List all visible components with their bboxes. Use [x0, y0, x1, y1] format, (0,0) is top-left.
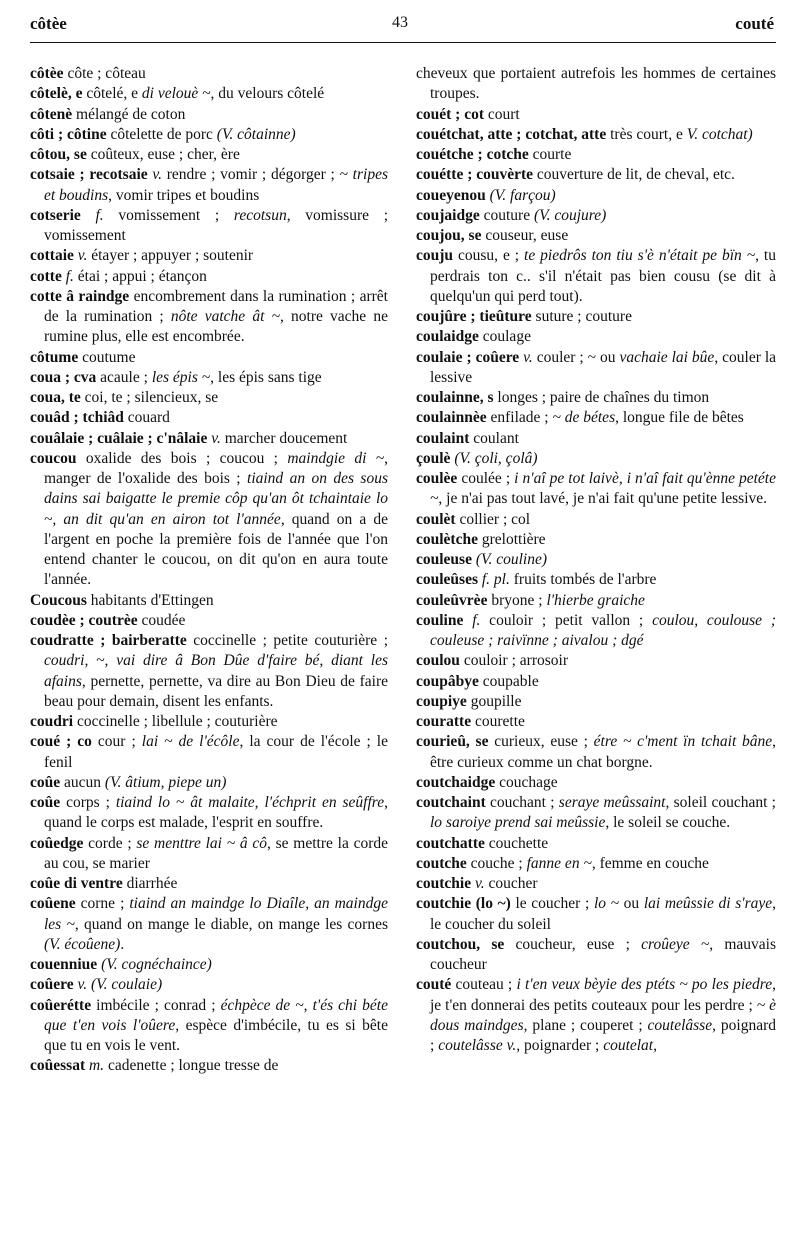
entry-headword: couleuse	[416, 551, 472, 568]
entry-italic: (V. côtainne)	[216, 125, 296, 143]
entry-headword: coulaint	[416, 429, 470, 447]
entry-italic: v.	[474, 875, 485, 892]
dictionary-entry	[416, 429, 776, 449]
entry-text: étayer ; appuyer ; soutenir	[87, 247, 254, 265]
entry-headword: coûerétte	[30, 996, 92, 1014]
entry-headword: coulainne, s	[416, 389, 494, 406]
dictionary-entry	[416, 611, 776, 652]
entry-headword: coutchie	[416, 875, 472, 892]
entry-text: goupille	[466, 692, 522, 710]
entry-italic: f.	[472, 611, 481, 629]
entry-text	[81, 207, 96, 224]
entry-text: , vomir tripes et boudins	[108, 186, 260, 204]
dictionary-entry	[416, 348, 776, 389]
entry-italic: te piedrôs ton tiu s'è n'était pe bïn ~	[524, 247, 756, 265]
entry-headword: couétchat, atte ; cotchat, atte	[416, 125, 607, 143]
entry-italic: (V. çoli, çolâ)	[454, 449, 538, 467]
dictionary-entry	[30, 894, 388, 955]
entry-text: encombrement dans la rumination ; arrêt de la rumination ;	[44, 287, 388, 325]
entry-text: coûteux, euse ; cher, ère	[86, 146, 240, 163]
entry-text: , quand on mange le diable, on mange les cornes	[74, 915, 388, 933]
entry-text: imbécile ; conrad ;	[91, 996, 221, 1014]
dictionary-entry	[416, 408, 776, 428]
entry-headword: courieû, se	[416, 733, 489, 751]
entry-text: suture ; couture	[531, 308, 632, 325]
entry-italic: m.	[88, 1057, 105, 1075]
dictionary-entry	[416, 854, 776, 874]
entry-italic: vachaie lai bûe	[619, 348, 715, 366]
entry-text: court	[484, 105, 520, 123]
dictionary-entry	[416, 105, 776, 125]
entry-text: marcher doucement	[220, 429, 348, 447]
entry-italic: (V. cognéchaince)	[101, 956, 212, 973]
dictionary-entry	[416, 550, 776, 570]
dictionary-entry	[416, 874, 776, 894]
dictionary-entry	[416, 186, 776, 206]
entry-text: couchage	[495, 773, 558, 791]
entry-text: , la cour de l'école ; le fenil	[44, 733, 388, 771]
entry-text: , plane ; couperet ;	[523, 1016, 648, 1034]
dictionary-entry	[416, 793, 776, 834]
dictionary-entry	[416, 246, 776, 307]
entry-text: , femme en couche	[591, 854, 709, 872]
entry-text: couloir ; petit vallon ;	[480, 611, 653, 629]
entry-headword: coûe di ventre	[30, 875, 123, 892]
entry-italic: maindgie di ~	[287, 449, 385, 467]
entry-italic: v.	[211, 429, 221, 447]
entry-headword: coujou, se	[416, 227, 482, 244]
dictionary-entry	[30, 368, 388, 388]
dictionary-entry	[416, 591, 776, 611]
entry-text: très court, e	[606, 125, 687, 143]
entry-headword: coulèt	[416, 510, 456, 528]
dictionary-entry	[416, 692, 776, 712]
entry-headword: couline	[416, 611, 464, 629]
entry-italic: f.	[65, 267, 74, 285]
entry-italic: coutelâsse	[647, 1016, 713, 1034]
entry-headword: coutchie (lo ~)	[416, 895, 511, 913]
entry-text: vomissement ;	[103, 206, 234, 224]
entry-text: , manger de l'oxalide des bois ;	[44, 449, 388, 487]
entry-text: couler ; ~ ou	[532, 348, 620, 366]
entry-headword: coudratte ; bairberatte	[30, 632, 187, 649]
dictionary-entry	[416, 206, 776, 226]
dictionary-entry	[30, 388, 388, 408]
entry-italic: v.	[77, 247, 88, 265]
entry-text: bryone ;	[487, 591, 547, 609]
entry-text: le coucher ;	[510, 895, 594, 913]
entry-headword: couju	[416, 247, 454, 265]
entry-headword: coutche	[416, 854, 467, 872]
entry-headword: coudèe ; coutrèe	[30, 611, 138, 629]
entry-text: , tu perdrais ton c.. s'il n'était pas bien cousu (se dit à quelqu'un qui perd tout).	[430, 247, 776, 305]
entry-italic: seraye meûssaint	[558, 794, 666, 811]
entry-italic: l'hierbe graiche	[546, 591, 645, 609]
dictionary-entry	[30, 1056, 388, 1076]
entry-italic: lai ~ de l'écôle	[141, 733, 240, 751]
dictionary-entry	[30, 64, 388, 84]
entry-text: aucun	[60, 773, 105, 791]
entry-text: , poignard ;	[430, 1016, 776, 1054]
entry-headword: coua ; cva	[30, 368, 97, 386]
entry-headword: coulaidge	[416, 328, 479, 346]
entry-headword: couâlaie ; cuâlaie ; c'nâlaie	[30, 429, 208, 447]
entry-text: coulée ;	[457, 470, 515, 487]
entry-headword: cotsaie ; recotsaie	[30, 166, 148, 184]
entry-text: , quand on a de l'argent en poche la première fois de l'année que l'on entend chanter le coucou, on dit qu'on en aura toute l'année.	[44, 510, 388, 589]
entry-text: couchette	[484, 834, 549, 852]
entry-text: diarrhée	[122, 875, 178, 892]
entry-text: , notre vache ne rumine plus, elle est encombrée.	[44, 308, 388, 346]
entry-text: , couler la lessive	[430, 348, 777, 386]
dictionary-entry	[30, 267, 388, 287]
dictionary-entry	[416, 570, 776, 590]
entry-headword: coutchou, se	[416, 935, 505, 953]
entry-text: coulage	[478, 328, 531, 346]
dictionary-entry	[416, 327, 776, 347]
dictionary-entry	[30, 631, 388, 712]
dictionary-entry	[30, 874, 388, 894]
entry-text: , quand le corps est malade, l'esprit en souffre.	[44, 794, 388, 832]
entry-italic: coudri, ~, vai dire â Bon Dûe d'faire bé, diant les afains	[44, 652, 388, 690]
entry-headword: couenniue	[30, 956, 98, 973]
entry-italic: (V. coulaie)	[90, 976, 163, 994]
entry-text: rendre ; vomir ; dégorger ;	[162, 166, 340, 184]
running-head-left: côtèe	[30, 14, 67, 33]
entry-headword: côtenè	[30, 105, 73, 123]
entry-italic: V. cotchat)	[686, 125, 753, 143]
entry-text: corne ;	[75, 895, 130, 913]
entry-italic: (V. coujure)	[533, 206, 607, 224]
dictionary-entry	[416, 672, 776, 692]
entry-italic: v.	[152, 166, 163, 184]
entry-headword: cotte	[30, 267, 62, 285]
entry-italic: recotsun	[233, 206, 287, 224]
entry-italic: f.	[95, 206, 104, 224]
entry-text: coupable	[478, 672, 539, 690]
entry-headword: coûedge	[30, 834, 84, 852]
right-column	[416, 64, 776, 1056]
entry-text: couseur, euse	[481, 227, 569, 244]
entry-text: habitants d'Ettingen	[86, 591, 214, 609]
entry-italic: coutelat,	[603, 1037, 657, 1054]
entry-text: , je t'en donnerai des petits couteaux pour les perdre ;	[430, 976, 776, 1014]
entry-text: coutume	[78, 348, 136, 366]
entry-italic: coutelâsse v.	[438, 1037, 517, 1054]
dictionary-entry	[416, 894, 776, 935]
entry-text: acaule ;	[96, 368, 152, 386]
entry-text: couche ;	[466, 854, 527, 872]
entry-headword: couét ; cot	[416, 105, 484, 123]
entry-italic: les épis ~	[151, 368, 211, 386]
entry-italic: f. pl.	[481, 571, 510, 589]
entry-text: , du velours côtelé	[210, 85, 325, 103]
dictionary-entry	[30, 145, 388, 165]
dictionary-entry	[416, 530, 776, 550]
entry-headword: coua, te	[30, 389, 81, 406]
entry-headword: Coucous	[30, 591, 87, 609]
dictionary-entry	[30, 429, 388, 449]
entry-text: cour ;	[91, 733, 142, 751]
entry-text: , vomissure ; vomissement	[44, 206, 389, 244]
entry-italic: (V. farçou)	[489, 186, 556, 204]
entry-text: courette	[471, 713, 525, 730]
dictionary-entry	[416, 773, 776, 793]
entry-text: enfilade ;	[486, 409, 553, 427]
entry-text: coccinelle ; petite couturière ;	[186, 632, 388, 649]
entry-headword: çoulè	[416, 449, 451, 467]
entry-italic: étre ~ c'ment ïn tchait bâne	[593, 733, 773, 751]
entry-headword: couleûses	[416, 571, 478, 589]
running-head-right: couté	[735, 14, 774, 33]
entry-italic: ~ è dous maindges	[430, 996, 777, 1034]
entry-text: , espèce d'imbécile, tu es si bête que tu en vois le vent.	[44, 1016, 388, 1054]
entry-text: couchant ;	[485, 794, 559, 811]
entry-italic: v.	[523, 348, 533, 366]
entry-italic: i n'aî pe tot laivè, i n'aî fait qu'ènne petéte ~	[430, 470, 776, 508]
dictionary-entry	[30, 246, 388, 266]
dictionary-entry	[416, 226, 776, 246]
entry-text: couloir ; arrosoir	[459, 652, 568, 670]
dictionary-entry	[416, 307, 776, 327]
entry-headword: coûere	[30, 976, 74, 994]
entry-headword: coudri	[30, 713, 74, 730]
dictionary-entry	[30, 105, 388, 125]
entry-headword: coulaie ; coûere	[416, 348, 520, 366]
entry-headword: coué ; co	[30, 733, 92, 751]
entry-text: , mauvais coucheur	[430, 935, 776, 973]
entry-text: cousu, e ;	[453, 247, 525, 265]
entry-italic: i t'en veux bèyie des ptéts ~ po les piedre	[516, 976, 773, 994]
entry-text: , je n'ai pas tout lavé, je n'ai fait qu'une petite lessive.	[438, 490, 768, 508]
entry-text: mélangé de coton	[72, 105, 186, 123]
entry-italic: di velouè ~	[141, 85, 211, 103]
entry-italic: tiaind an on des sous dains sai baigatte le premie côp qu'an ôt tchaintaie lo ~, an dit qu'an en airon tot l'année	[44, 470, 388, 528]
page-number: 43	[392, 14, 408, 31]
dictionary-entry	[416, 469, 776, 510]
dictionary-entry	[30, 348, 388, 368]
dictionary-entry	[30, 773, 388, 793]
entry-italic: (V. couline)	[475, 551, 548, 568]
entry-text: corde ;	[83, 834, 137, 852]
entry-headword: cotte â raindge	[30, 287, 130, 305]
entry-text: coucher	[484, 875, 538, 892]
dictionary-entry	[30, 206, 388, 247]
entry-text: longes ; paire de chaînes du timon	[493, 389, 710, 406]
entry-headword: coulou	[416, 652, 460, 670]
entry-headword: couleûvrèe	[416, 591, 488, 609]
entry-headword: coutchaint	[416, 794, 486, 811]
entry-headword: couétte ; couvèrte	[416, 166, 534, 184]
entry-text: coulant	[469, 429, 519, 447]
dictionary-entry	[30, 611, 388, 631]
dictionary-entry	[30, 712, 388, 732]
dictionary-entry	[30, 834, 388, 875]
dictionary-entry	[416, 732, 776, 773]
entry-headword: coûene	[30, 895, 76, 913]
entry-headword: côti ; côtine	[30, 125, 107, 143]
entry-text: coccinelle ; libellule ; couturière	[73, 713, 278, 730]
entry-headword: côtelè, e	[30, 85, 83, 103]
entry-headword: côtume	[30, 348, 79, 366]
entry-headword: coulainnèe	[416, 409, 487, 427]
dictionary-entry	[416, 935, 776, 976]
entry-text: curieux, euse ;	[488, 733, 594, 751]
entry-text: couverture de lit, de cheval, etc.	[533, 166, 735, 184]
entry-italic: ~ tripes et boudins	[44, 166, 388, 204]
entry-text: .	[120, 935, 125, 953]
entry-text: côtelé, e	[82, 85, 142, 103]
left-column	[30, 64, 388, 1077]
entry-italic: nôte vatche ât ~	[170, 308, 280, 325]
dictionary-entry	[416, 125, 776, 145]
entry-headword: coupâbye	[416, 672, 479, 690]
dictionary-entry	[30, 84, 388, 104]
entry-headword: couétche ; cotche	[416, 146, 529, 163]
entry-text: courte	[528, 146, 572, 163]
entry-text: collier ; col	[455, 510, 531, 528]
entry-text: cheveux que portaient autrefois les hommes de certaines troupes.	[416, 65, 776, 103]
dictionary-entry	[416, 712, 776, 732]
dictionary-entry	[30, 165, 388, 206]
entry-italic: tiaind lo ~ ât malaite, l'échprit en seûffre	[115, 794, 385, 811]
entry-headword: coupiye	[416, 692, 467, 710]
entry-text: couard	[123, 409, 170, 427]
entry-italic: échpèce de ~, t'és chi béte que t'en vois l'oûere	[44, 996, 388, 1034]
dictionary-entry	[416, 388, 776, 408]
dictionary-entry	[416, 165, 776, 185]
entry-headword: coûe	[30, 773, 61, 791]
entry-text	[463, 612, 472, 629]
entry-text: couteau ;	[451, 976, 517, 994]
entry-text: , les épis sans tige	[210, 368, 322, 386]
entry-text: , le coucher du soleil	[430, 895, 776, 933]
entry-italic: lo ~	[593, 895, 620, 913]
entry-text: , soleil couchant ;	[665, 794, 776, 811]
entry-headword: coueyenou	[416, 186, 486, 204]
entry-text: couture	[479, 206, 534, 224]
entry-text: , pernette, pernette, va dire au Bon Dieu de faire beau pour demain, disent les enfants.	[44, 672, 388, 710]
entry-italic: croûeye ~	[641, 935, 710, 953]
dictionary-entry	[30, 287, 388, 348]
entry-italic: tiaind an maindge lo Diaîle, an maindge les ~	[44, 895, 388, 933]
entry-text: , le soleil se couche.	[605, 814, 731, 832]
dictionary-entry	[30, 793, 388, 834]
dictionary-entry	[30, 125, 388, 145]
entry-text: coudée	[137, 611, 186, 629]
dictionary-entry	[416, 449, 776, 469]
dictionary-entry	[30, 975, 388, 995]
entry-italic: coulou, coulouse ; couleuse ; raivïnne ; aivalou ; dgé	[430, 611, 777, 649]
dictionary-entry	[30, 591, 388, 611]
dictionary-entry	[30, 732, 388, 773]
entry-text: , longue file de bêtes	[615, 409, 744, 427]
entry-headword: couratte	[416, 713, 472, 730]
entry-text: coucheur, euse ;	[504, 935, 642, 953]
entry-italic: (V. âtium, piepe un)	[104, 773, 227, 791]
entry-headword: coulèe	[416, 470, 458, 487]
dictionary-entry	[416, 834, 776, 854]
entry-text: coi, te ; silencieux, se	[80, 389, 219, 406]
entry-text: , se mettre la corde au cou, se marier	[44, 834, 389, 872]
entry-headword: cottaie	[30, 247, 74, 265]
entry-headword: coûessat	[30, 1057, 86, 1075]
dictionary-entry	[30, 996, 388, 1057]
entry-headword: coutchatte	[416, 834, 485, 852]
entry-text: oxalide des bois ; coucou ;	[76, 449, 288, 467]
entry-text: côtelette de porc	[106, 125, 217, 143]
dictionary-entry	[30, 408, 388, 428]
entry-text: grelottière	[477, 530, 546, 548]
entry-italic: ~ de bétes	[552, 409, 616, 427]
entry-headword: coulètche	[416, 530, 478, 548]
entry-text: cadenette ; longue tresse de	[104, 1057, 279, 1075]
entry-headword: coucou	[30, 449, 77, 467]
dictionary-entry	[416, 510, 776, 530]
entry-headword: coujaidge	[416, 206, 480, 224]
entry-headword: coujûre ; tieûture	[416, 308, 532, 325]
entry-italic: v.	[77, 976, 88, 994]
dictionary-entry	[416, 975, 776, 1056]
dictionary-entry	[416, 651, 776, 671]
entry-headword: coutchaidge	[416, 773, 496, 791]
entry-headword: côtou, se	[30, 146, 87, 163]
entry-italic: lo saroiye prend sai meûssie	[430, 814, 606, 832]
header-rule	[30, 42, 776, 43]
entry-text: côte ; côteau	[63, 65, 146, 82]
dictionary-entry	[416, 145, 776, 165]
entry-text: étai ; appui ; étançon	[73, 267, 207, 285]
entry-italic: fanne en ~	[526, 854, 592, 872]
dictionary-entry	[30, 449, 388, 591]
entry-italic: se menttre lai ~ â cô	[136, 834, 267, 852]
entry-headword: coûe	[30, 794, 61, 811]
dictionary-entry	[416, 64, 776, 105]
entry-italic: (V. écoûene)	[44, 935, 121, 953]
entry-text: , être curieux comme un chat borgne.	[430, 733, 776, 771]
entry-text: fruits tombés de l'arbre	[509, 571, 657, 589]
entry-headword: couâd ; tchiâd	[30, 409, 124, 427]
entry-headword: côtèe	[30, 65, 64, 82]
entry-text: , poignarder ;	[516, 1037, 604, 1054]
entry-headword: couté	[416, 976, 452, 994]
entry-text: corps ;	[60, 794, 116, 811]
dictionary-entry	[30, 955, 388, 975]
entry-text: ou	[619, 895, 644, 913]
entry-italic: lai meûssie di s'raye	[643, 895, 773, 913]
entry-headword: cotserie	[30, 206, 81, 224]
